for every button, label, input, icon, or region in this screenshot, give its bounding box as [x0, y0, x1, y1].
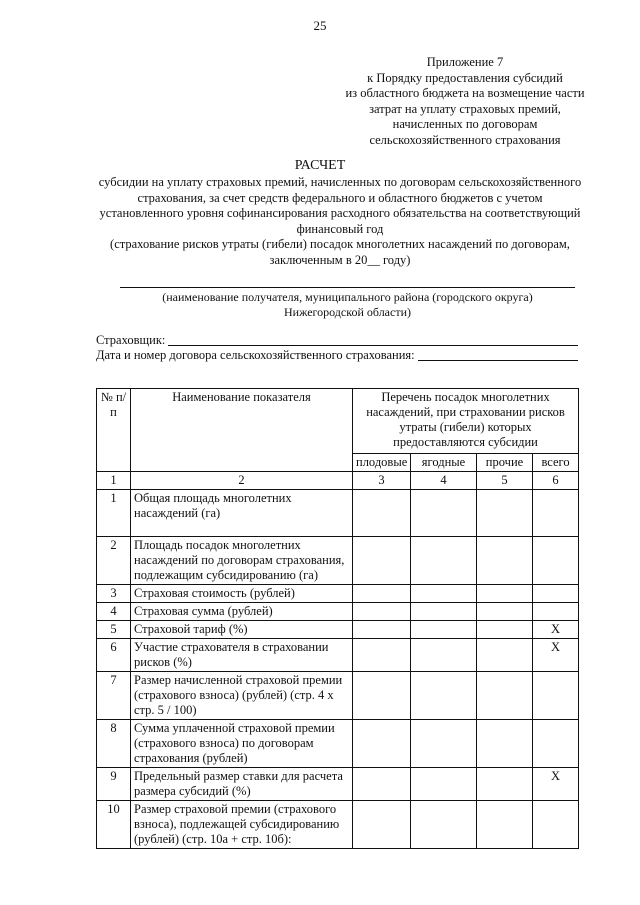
row-num: 9	[97, 768, 131, 801]
table-row	[97, 585, 579, 603]
row-num: 1	[97, 490, 131, 537]
row-cell-other[interactable]	[477, 639, 533, 672]
row-cell-total[interactable]	[533, 603, 579, 621]
calculation-table	[96, 388, 579, 849]
row-cell-other[interactable]	[477, 768, 533, 801]
table-row	[97, 621, 579, 639]
row-cell-fruit[interactable]	[353, 639, 411, 672]
header-col-total: всего	[533, 454, 579, 472]
table-row	[97, 801, 579, 849]
subtitle-line: субсидии на уплату страховых премий, начисленных по договорам сельскохозяйственного	[98, 175, 582, 189]
subtitle-line: установленного уровня софинансирования расходного обязательства на соответствующий	[99, 206, 581, 220]
row-cell-berry[interactable]	[411, 603, 477, 621]
recipient-blank-line[interactable]	[120, 287, 575, 288]
row-cell-berry[interactable]	[411, 639, 477, 672]
row-num: 2	[97, 537, 131, 585]
row-num: 5	[97, 621, 131, 639]
row-num: 7	[97, 672, 131, 720]
col-number: 2	[131, 472, 353, 490]
row-cell-total[interactable]	[533, 490, 579, 537]
row-cell-fruit[interactable]	[353, 801, 411, 849]
table-header-row	[97, 389, 579, 454]
header-col-fruit: плодовые	[353, 454, 411, 472]
row-cell-berry[interactable]	[411, 672, 477, 720]
appendix-line: начисленных по договорам	[392, 117, 538, 131]
row-cell-fruit[interactable]	[353, 621, 411, 639]
row-name: Площадь посадок многолетних насаждений по договорам страхования, подлежащим субсидированию (га)	[131, 537, 353, 585]
row-cell-fruit[interactable]	[353, 720, 411, 768]
page-number: 25	[313, 18, 327, 33]
row-cell-berry[interactable]	[411, 537, 477, 585]
row-cell-berry[interactable]	[411, 621, 477, 639]
row-cell-total: Х	[533, 768, 579, 801]
insurer-field	[96, 333, 578, 348]
subtitle-line: (страхование рисков утраты (гибели) посадок многолетних насаждений по договорам,	[110, 237, 570, 251]
table-row	[97, 639, 579, 672]
appendix-line: к Порядку предоставления субсидий	[367, 70, 563, 85]
col-number: 5	[477, 472, 533, 490]
row-num: 10	[97, 801, 131, 849]
row-cell-other[interactable]	[477, 537, 533, 585]
contract-blank-line[interactable]	[418, 359, 578, 361]
row-cell-fruit[interactable]	[353, 672, 411, 720]
appendix-header	[330, 55, 600, 148]
row-cell-other[interactable]	[477, 801, 533, 849]
row-cell-total[interactable]	[533, 672, 579, 720]
header-col-berry: ягодные	[411, 454, 477, 472]
recipient-caption	[120, 290, 575, 319]
header-col-other: прочие	[477, 454, 533, 472]
row-num: 6	[97, 639, 131, 672]
col-number: 4	[411, 472, 477, 490]
col-number: 1	[97, 472, 131, 490]
row-name: Страховая стоимость (рублей)	[131, 585, 353, 603]
row-name: Страховая сумма (рублей)	[131, 603, 353, 621]
row-cell-other[interactable]	[477, 672, 533, 720]
recipient-caption-line: Нижегородской области)	[283, 304, 411, 319]
row-cell-berry[interactable]	[411, 585, 477, 603]
row-name: Страховой тариф (%)	[131, 621, 353, 639]
col-number: 6	[533, 472, 579, 490]
row-cell-total[interactable]	[533, 537, 579, 585]
row-cell-fruit[interactable]	[353, 603, 411, 621]
row-cell-total: Х	[533, 639, 579, 672]
subtitle-line: страхования, за счет средств федерального и областного бюджетов с учетом	[137, 190, 543, 205]
col-number: 3	[353, 472, 411, 490]
row-cell-other[interactable]	[477, 720, 533, 768]
appendix-line: затрат на уплату страховых премий,	[369, 101, 561, 116]
appendix-line: Приложение 7	[426, 55, 504, 69]
row-name: Предельный размер ставки для расчета размера субсидий (%)	[131, 768, 353, 801]
recipient-caption-line: (наименование получателя, муниципального района (городского округа)	[162, 290, 533, 304]
row-name: Сумма уплаченной страховой премии (страхового взноса) по договорам страхования (рублей)	[131, 720, 353, 768]
appendix-line: из областного бюджета на возмещение части	[345, 86, 585, 100]
row-name: Общая площадь многолетних насаждений (га)	[131, 490, 353, 537]
header-name: Наименование показателя	[131, 389, 353, 472]
row-cell-other[interactable]	[477, 585, 533, 603]
contract-field	[96, 348, 578, 363]
subtitle-line: заключенным в 20__ году)	[269, 252, 411, 267]
row-cell-berry[interactable]	[411, 490, 477, 537]
row-cell-other[interactable]	[477, 490, 533, 537]
table-row	[97, 490, 579, 537]
row-name: Размер начисленной страховой премии (страхового взноса) (рублей) (стр. 4 х стр. 5 / 100)	[131, 672, 353, 720]
row-cell-total[interactable]	[533, 801, 579, 849]
document-title: РАСЧЕТ	[294, 158, 346, 173]
row-num: 4	[97, 603, 131, 621]
row-cell-total[interactable]	[533, 585, 579, 603]
row-cell-other[interactable]	[477, 621, 533, 639]
column-number-row	[97, 472, 579, 490]
row-cell-berry[interactable]	[411, 720, 477, 768]
row-cell-fruit[interactable]	[353, 768, 411, 801]
row-cell-fruit[interactable]	[353, 490, 411, 537]
header-num: № п/п	[97, 389, 131, 472]
table-row	[97, 603, 579, 621]
row-cell-other[interactable]	[477, 603, 533, 621]
subtitle-line: финансовый год	[296, 221, 384, 236]
insurer-blank-line[interactable]	[168, 344, 578, 346]
document-subtitle	[70, 175, 610, 268]
row-name: Участие страхователя в страховании рисков (%)	[131, 639, 353, 672]
table-row	[97, 720, 579, 768]
contract-label: Дата и номер договора сельскохозяйственного страхования:	[96, 348, 415, 362]
appendix-line: сельскохозяйственного страхования	[369, 132, 561, 147]
row-cell-fruit[interactable]	[353, 537, 411, 585]
row-cell-total: Х	[533, 621, 579, 639]
row-cell-total[interactable]	[533, 720, 579, 768]
row-num: 3	[97, 585, 131, 603]
row-name: Размер страховой премии (страхового взноса), подлежащей субсидированию (рублей) (стр. 10а + стр. 10б):	[131, 801, 353, 849]
row-cell-berry[interactable]	[411, 801, 477, 849]
table-row	[97, 537, 579, 585]
row-cell-fruit[interactable]	[353, 585, 411, 603]
row-cell-berry[interactable]	[411, 768, 477, 801]
header-group: Перечень посадок многолетних насаждений, при страховании рисков утраты (гибели) которых предоставляются субсидии	[353, 389, 579, 454]
row-num: 8	[97, 720, 131, 768]
table-row	[97, 672, 579, 720]
insurer-label: Страховщик:	[96, 333, 166, 347]
table-row	[97, 768, 579, 801]
